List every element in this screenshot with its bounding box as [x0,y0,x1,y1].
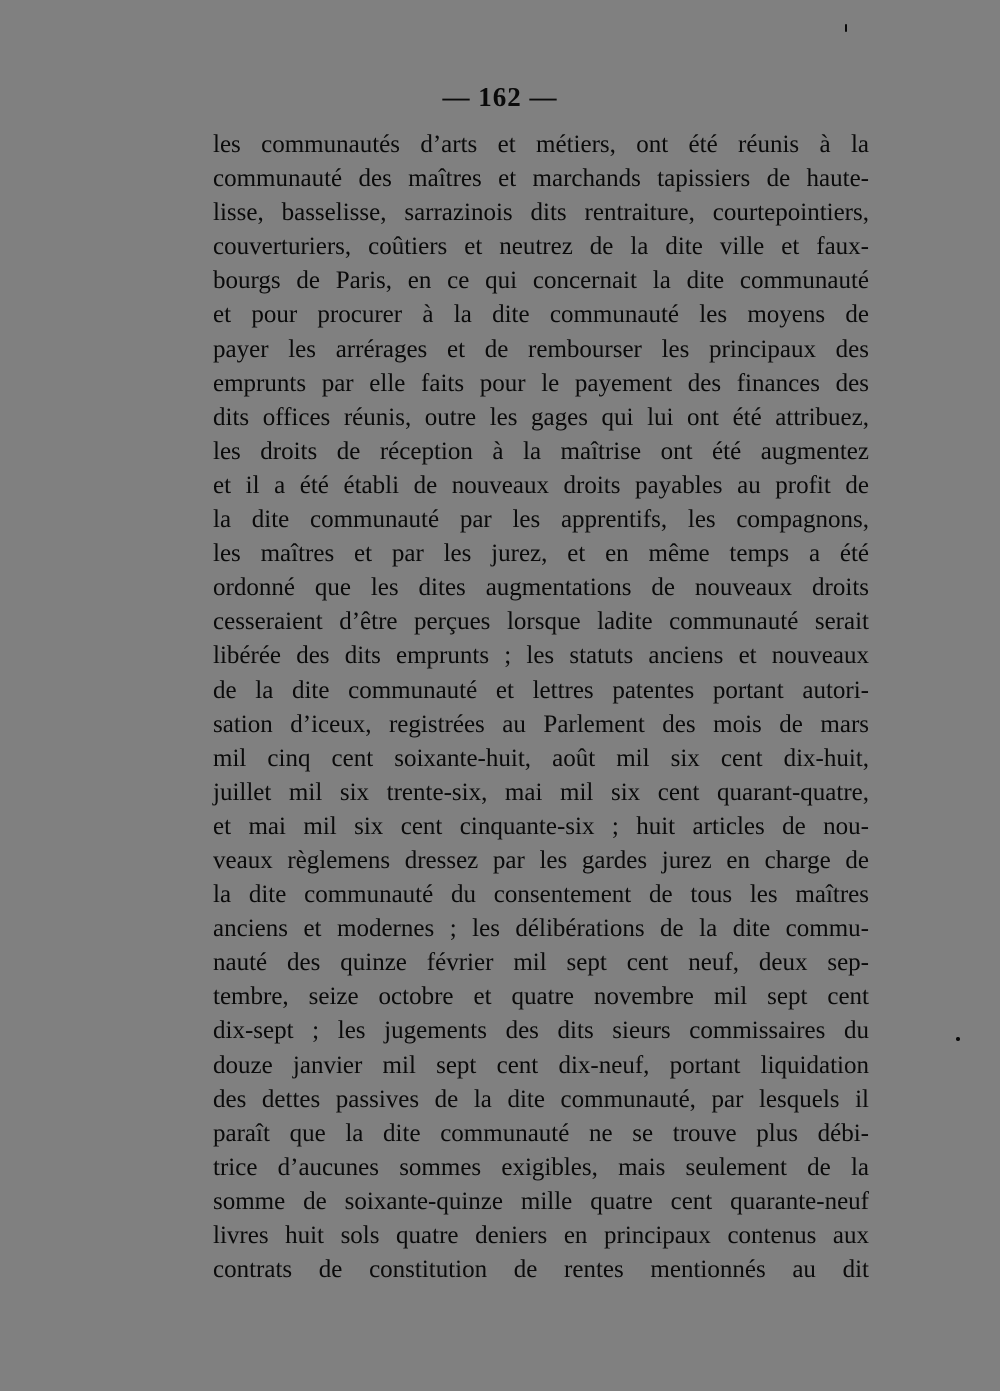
text-line: anciens et modernes ; les délibérations de la dite commu- [213,915,869,943]
text-line: les communautés d’arts et métiers, ont été réunis à la [213,131,869,158]
text-line: nauté des quinze février mil sept cent neuf, deux sep- [213,949,869,977]
text-line: dix-sept ; les jugements des dits sieurs commissaires du [213,1017,869,1045]
text-line: payer les arrérages et de rembourser les principaux des [213,335,869,363]
text-line: les droits de réception à la maîtrise ont été augmentez [213,437,869,465]
body-text [213,128,869,1287]
text-line: douze janvier mil sept cent dix-neuf, portant liquidation [213,1051,869,1079]
text-line: contrats de constitution de rentes mentionnés au dit [213,1256,869,1284]
scan-speck [845,24,847,32]
text-line: ordonné que les dites augmentations de nouveaux droits [213,574,869,602]
text-line: lisse, basselisse, sarrazinois dits rentraiture, courtepointiers, [213,199,869,227]
page-number: — 162 — [442,82,558,112]
text-line: et il a été établi de nouveaux droits payables au profit de [213,471,869,499]
text-line: de la dite communauté et lettres patentes portant autori- [213,676,869,704]
text-line: juillet mil six trente-six, mai mil six cent quarant-quatre, [213,778,869,806]
text-line: paraît que la dite communauté ne se trouve plus débi- [213,1119,869,1147]
text-line: livres huit sols quatre deniers en principaux contenus aux [213,1222,869,1249]
text-line: veaux règlemens dressez par les gardes jurez en charge de [213,846,869,874]
text-line: les maîtres et par les jurez, et en même temps a été [213,540,869,568]
text-line: libérée des dits emprunts ; les statuts anciens et nouveaux [213,642,869,670]
text-line: des dettes passives de la dite communauté, par lesquels il [213,1085,869,1113]
text-line: somme de soixante-quinze mille quatre cent quarante-neuf [213,1187,869,1215]
text-line: dits offices réunis, outre les gages qui lui ont été attribuez, [213,403,869,431]
text-line: communauté des maîtres et marchands tapissiers de haute- [213,165,869,193]
text-line: trice d’aucunes sommes exigibles, mais seulement de la [213,1153,869,1181]
text-line: la dite communauté du consentement de tous les maîtres [213,881,869,909]
scan-speck [956,1037,960,1041]
text-line: sation d’iceux, registrées au Parlement des mois de mars [213,710,869,738]
text-line: et mai mil six cent cinquante-six ; huit articles de nou- [213,812,869,840]
text-line: mil cinq cent soixante-huit, août mil six cent dix-huit, [213,744,869,772]
text-line: emprunts par elle faits pour le payement des finances des [213,369,869,397]
text-line: tembre, seize octobre et quatre novembre mil sept cent [213,983,869,1011]
text-line: cesseraient d’être perçues lorsque ladite communauté serait [213,608,869,636]
text-line: bourgs de Paris, en ce qui concernait la dite communauté [213,267,869,295]
text-line: la dite communauté par les apprentifs, les compagnons, [213,506,869,534]
text-line: couverturiers, coûtiers et neutrez de la dite ville et faux- [213,233,869,261]
text-line: et pour procurer à la dite communauté les moyens de [213,301,869,329]
